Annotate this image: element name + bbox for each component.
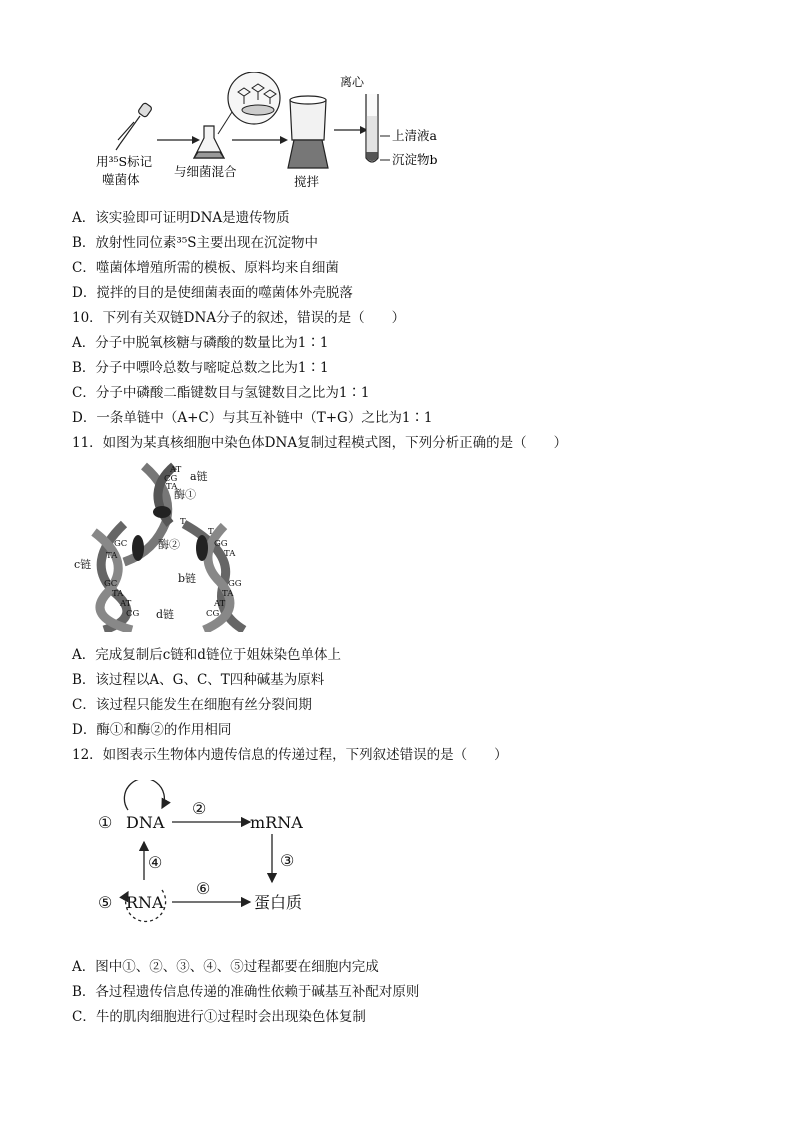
process-5-label: ⑤ (98, 893, 113, 912)
bp-label: GG (214, 539, 228, 549)
bp-label: AT (120, 599, 132, 609)
q9-option-c: C．噬菌体增殖所需的模板、原料均来自细菌 (72, 260, 339, 276)
q12-stem: 12．如图表示生物体内遗传信息的传递过程，下列叙述错误的是（ ） (72, 747, 508, 763)
q10-stem: 10．下列有关双链DNA分子的叙述，错误的是（ ） (72, 310, 406, 326)
bp-label: TA (222, 589, 234, 599)
bp-label: AT (170, 465, 182, 475)
caption-phage: 噬菌体 (102, 172, 140, 187)
process-3-label: ③ (280, 851, 295, 870)
bp-label: CG (206, 609, 220, 619)
enzyme-2-left-icon (132, 535, 144, 561)
q9-option-b: B．放射性同位素³⁵S主要出现在沉淀物中 (72, 235, 318, 251)
q9-option-a: A．该实验即可证明DNA是遗传物质 (72, 210, 290, 226)
rna-node: RNA (126, 893, 164, 912)
q9-option-d: D．搅拌的目的是使细菌表面的噬菌体外壳脱落 (72, 285, 353, 301)
process-1-label: ① (98, 813, 113, 832)
q10-option-a: A．分子中脱氧核糖与磷酸的数量比为1∶1 (72, 335, 329, 351)
dropper-icon (116, 102, 153, 150)
q11-stem: 11．如图为某真核细胞中染色体DNA复制过程模式图，下列分析正确的是（ ） (72, 435, 568, 451)
q12-option-a: A．图中①、②、③、④、⑤过程都要在细胞内完成 (72, 959, 379, 975)
bp-label: T (180, 517, 186, 527)
caption-stir: 搅拌 (294, 174, 320, 189)
strand-b-label: b链 (178, 572, 197, 585)
bp-label: GC (104, 579, 118, 589)
supernatant-label: 上清液a (392, 128, 437, 143)
protein-node: 蛋白质 (254, 893, 303, 912)
process-4-label: ④ (148, 853, 163, 872)
strand-a-label: a链 (190, 470, 208, 483)
q11-option-a: A．完成复制后c链和d链位于姐妹染色单体上 (72, 647, 341, 663)
enzyme-1-icon (153, 506, 171, 518)
dna-node: DNA (126, 813, 165, 832)
bp-label: TA (166, 482, 178, 492)
dna-replication-figure (74, 462, 274, 632)
bp-label: GG (228, 579, 242, 589)
q12-option-b: B．各过程遗传信息传递的准确性依赖于碱基互补配对原则 (72, 984, 420, 1000)
bp-label: TA (106, 551, 118, 561)
caption-mix: 与细菌混合 (174, 164, 237, 179)
bp-label: T (208, 527, 214, 537)
enzyme-1-label: 酶① (174, 488, 196, 501)
bp-label: AT (214, 599, 226, 609)
strand-d-label: d链 (156, 608, 175, 621)
bp-label: CG (164, 474, 178, 484)
q10-option-c: C．分子中磷酸二酯键数目与氢键数目之比为1∶1 (72, 385, 370, 401)
bp-label: GC (114, 539, 128, 549)
bp-label: TA (224, 549, 236, 559)
bp-label: TA (112, 589, 124, 599)
q10-option-d: D．一条单链中（A+C）与其互补链中（T+G）之比为1∶1 (72, 410, 433, 426)
sediment-label: 沉淀物b (392, 152, 438, 167)
q10-option-b: B．分子中嘌呤总数与嘧啶总数之比为1∶1 (72, 360, 329, 376)
blender-icon (288, 96, 328, 168)
phage-experiment-figure (82, 72, 462, 194)
mrna-node: mRNA (250, 813, 303, 832)
genetic-info-flow-diagram (90, 780, 320, 930)
test-tube-icon (366, 94, 378, 162)
enzyme-2-label: 酶② (158, 538, 180, 551)
centrifuge-label: 离心 (340, 75, 365, 89)
q11-option-c: C．该过程只能发生在细胞有丝分裂间期 (72, 697, 312, 713)
caption-label-phage: 用³⁵S标记 (96, 154, 153, 169)
q11-option-b: B．该过程以A、G、C、T四种碱基为原料 (72, 672, 325, 688)
q11-option-d: D．酶①和酶②的作用相同 (72, 722, 232, 738)
strand-c-label: c链 (74, 558, 92, 571)
bp-label: CG (126, 609, 140, 619)
process-6-label: ⑥ (196, 879, 211, 898)
process-2-label: ② (192, 799, 207, 818)
bacteria-zoom-icon (228, 72, 280, 124)
enzyme-2-right-icon (196, 535, 208, 561)
q12-option-c: C．牛的肌肉细胞进行①过程时会出现染色体复制 (72, 1009, 366, 1025)
